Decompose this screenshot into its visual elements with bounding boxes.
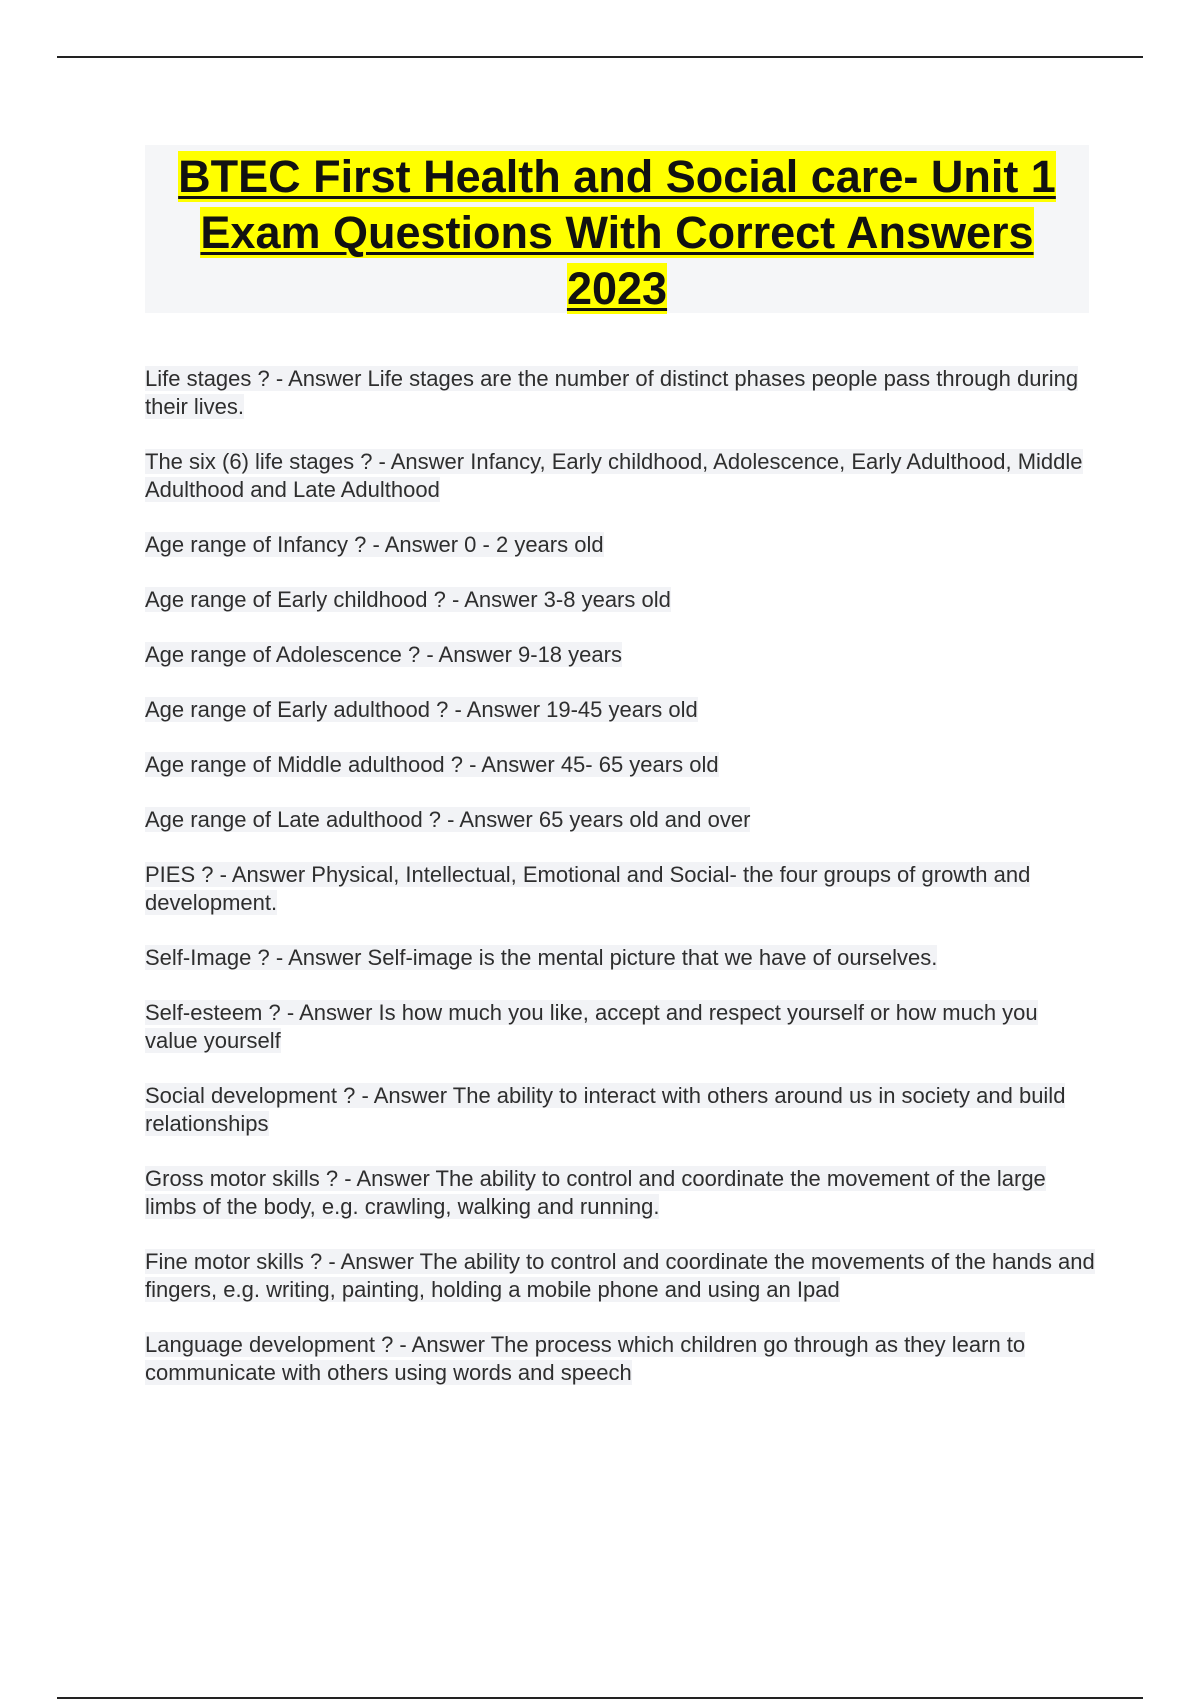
qa-item-text: Age range of Middle adulthood ? - Answer 45- 65 years old xyxy=(145,752,719,777)
qa-item-text: Self-Image ? - Answer Self-image is the mental picture that we have of ourselves. xyxy=(145,945,938,970)
qa-item xyxy=(145,1165,1095,1221)
qa-item xyxy=(145,944,1095,972)
qa-item-text: The six (6) life stages ? - Answer Infancy, Early childhood, Adolescence, Early Adulthood, Middle Adulthood and Late Adulthood xyxy=(145,449,1083,502)
qa-item xyxy=(145,1082,1095,1138)
bottom-divider xyxy=(57,1697,1143,1699)
qa-item-text: Social development ? - Answer The ability to interact with others around us in society and build relationships xyxy=(145,1083,1066,1136)
qa-item xyxy=(145,531,1095,559)
qa-item-text: PIES ? - Answer Physical, Intellectual, Emotional and Social- the four groups of growth and development. xyxy=(145,862,1031,915)
qa-item-text: Age range of Early adulthood ? - Answer 19-45 years old xyxy=(145,697,698,722)
qa-item-text: Age range of Infancy ? - Answer 0 - 2 years old xyxy=(145,532,604,557)
qa-item xyxy=(145,696,1095,724)
page-title xyxy=(145,145,1089,317)
qa-item xyxy=(145,365,1095,421)
qa-item-text: Language development ? - Answer The process which children go through as they learn to communicate with others using words and speech xyxy=(145,1332,1026,1385)
qa-item-text: Age range of Late adulthood ? - Answer 65 years old and over xyxy=(145,807,751,832)
qa-item-text: Self-esteem ? - Answer Is how much you like, accept and respect yourself or how much you value yourself xyxy=(145,1000,1038,1053)
qa-item-text: Fine motor skills ? - Answer The ability to control and coordinate the movements of the hands and fingers, e.g. writing, painting, holding a mobile phone and using an Ipad xyxy=(145,1249,1095,1302)
qa-item xyxy=(145,1331,1095,1387)
qa-item xyxy=(145,861,1095,917)
title-block xyxy=(145,145,1089,313)
top-divider xyxy=(57,56,1143,58)
qa-item-text: Age range of Adolescence ? - Answer 9-18 years xyxy=(145,642,622,667)
qa-item-text: Age range of Early childhood ? - Answer 3-8 years old xyxy=(145,587,671,612)
qa-item-text: Gross motor skills ? - Answer The ability to control and coordinate the movement of the large limbs of the body, e.g. crawling, walking and running. xyxy=(145,1166,1046,1219)
qa-item xyxy=(145,1248,1095,1304)
qa-item xyxy=(145,448,1095,504)
qa-item xyxy=(145,586,1095,614)
qa-list xyxy=(145,365,1095,1414)
qa-item xyxy=(145,641,1095,669)
page-title-text: BTEC First Health and Social care- Unit 1 Exam Questions With Correct Answers 2023 xyxy=(178,151,1056,314)
qa-item xyxy=(145,806,1095,834)
qa-item xyxy=(145,751,1095,779)
qa-item xyxy=(145,999,1095,1055)
qa-item-text: Life stages ? - Answer Life stages are the number of distinct phases people pass through during their lives. xyxy=(145,366,1079,419)
